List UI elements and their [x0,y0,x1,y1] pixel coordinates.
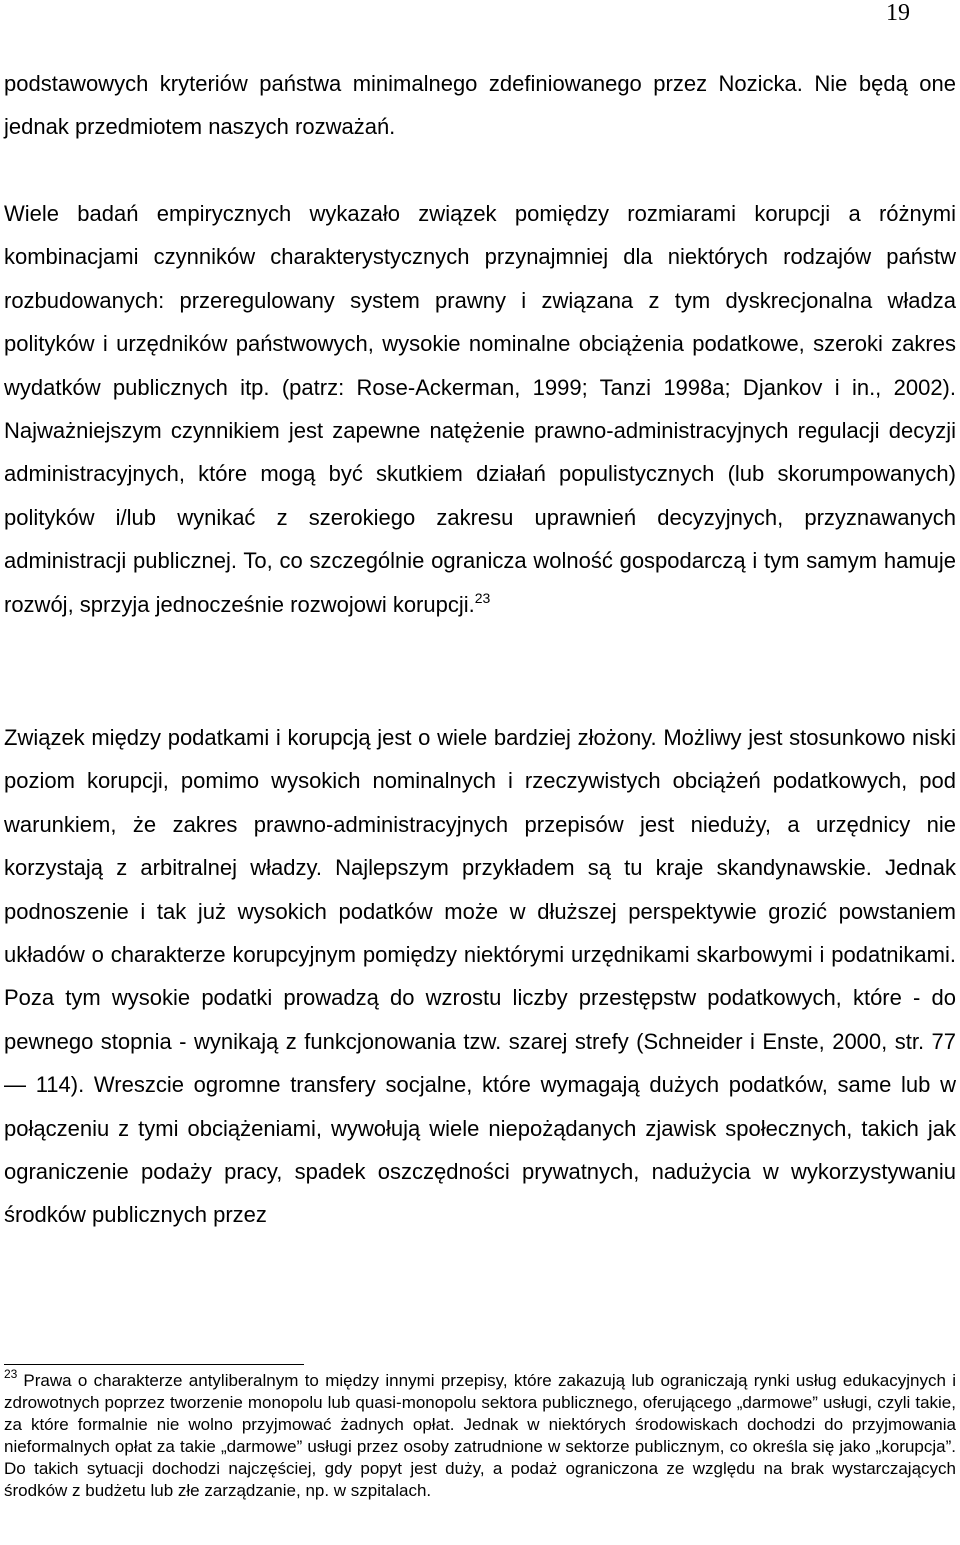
paragraph-2-text: Wiele badań empirycznych wykazało związek pomiędzy rozmiarami korupcji a różnymi kombinacjami czynników charakterystycznych przynajmniej dla niektórych rodzajów państw rozbudowanych: przeregulowany system prawny i związana z tym dyskrecjonalna władza polityków i urzędników państwowych, wysokie nominalne obciążenia podatkowe, szeroki zakres wydatków publicznych itp. (patrz: Rose-Ackerman, 1999; Tanzi 1998a; Djankov i in., 2002). Najważniejszym czynnikiem jest zapewne natężenie prawno-administracyjnych regulacji decyzji administracyjnych, które mogą być skutkiem działań populistycznych (lub skorumpowanych) polityków i/lub wynikać z szerokiego zakresu uprawnień decyzyjnych, przyznawanych administracji publicznej. To, co szczególnie ogranicza wolność gospodarczą i tym samym hamuje rozwój, sprzyja jednocześnie rozwojowi korupcji. [4,201,956,617]
paragraph-2 [4,192,956,626]
paragraph-1 [4,62,956,149]
footnote-separator [4,1364,304,1365]
footnote-text: Prawa o charakterze antyliberalnym to między innymi przepisy, które zakazują lub ograniczają rynki usług edukacyjnych i zdrowotnych poprzez tworzenie monopolu lub quasi-monopolu sektora publicznego, oferującego „darmowe” usługi, czyli takie, za które formalnie nie wolno przyjmować żadnych opłat. Jednak w niektórych środowiskach dochodzi do przyjmowania nieformalnych opłat za takie „darmowe” usługi przez osoby zatrudnione w sektorze publicznym, co określa się jako „korupcja”. Do takich sytuacji dochodzi najczęściej, gdy popyt jest duży, a podaż ograniczona ze względu na brak wystarczających środków z budżetu lub złe zarządzanie, np. w szpitalach. [4,1371,956,1500]
paragraph-1-text: podstawowych kryteriów państwa minimalnego zdefiniowanego przez Nozicka. Nie będą one jednak przedmiotem naszych rozważań. [4,71,956,140]
paragraph-3 [4,716,956,1237]
footnote-reference[interactable]: 23 [474,589,491,606]
paragraph-3-text: Związek między podatkami i korupcją jest o wiele bardziej złożony. Możliwy jest stosunkowo niski poziom korupcji, pomimo wysokich nominalnych i rzeczywistych obciążeń podatkowych, pod warunkiem, że zakres prawno-administracyjnych przepisów jest nieduży, a urzędnicy nie korzystają z arbitralnej władzy. Najlepszym przykładem są tu kraje skandynawskie. Jednak podnoszenie i tak już wysokich podatków może w dłuższej perspektywie grozić powstaniem układów o charakterze korupcyjnym pomiędzy niektórymi urzędnikami skarbowymi i podatnikami. Poza tym wysokie podatki prowadzą do wzrostu liczby przestępstw podatkowych, które - do pewnego stopnia - wynikają z funkcjonowania tzw. szarej strefy (Schneider i Enste, 2000, str. 77 — 114). Wreszcie ogromne transfery socjalne, które wymagają dużych podatków, same lub w połączeniu z tymi obciążeniami, wywołują wiele niepożądanych zjawisk społecznych, takich jak ograniczenie podaży pracy, spadek oszczędności prywatnych, nadużycia w wykorzystywaniu środków publicznych przez [4,725,956,1228]
footnote-number: 23 [4,1367,18,1381]
page-number: 19 [886,0,910,26]
footnote [4,1367,956,1502]
